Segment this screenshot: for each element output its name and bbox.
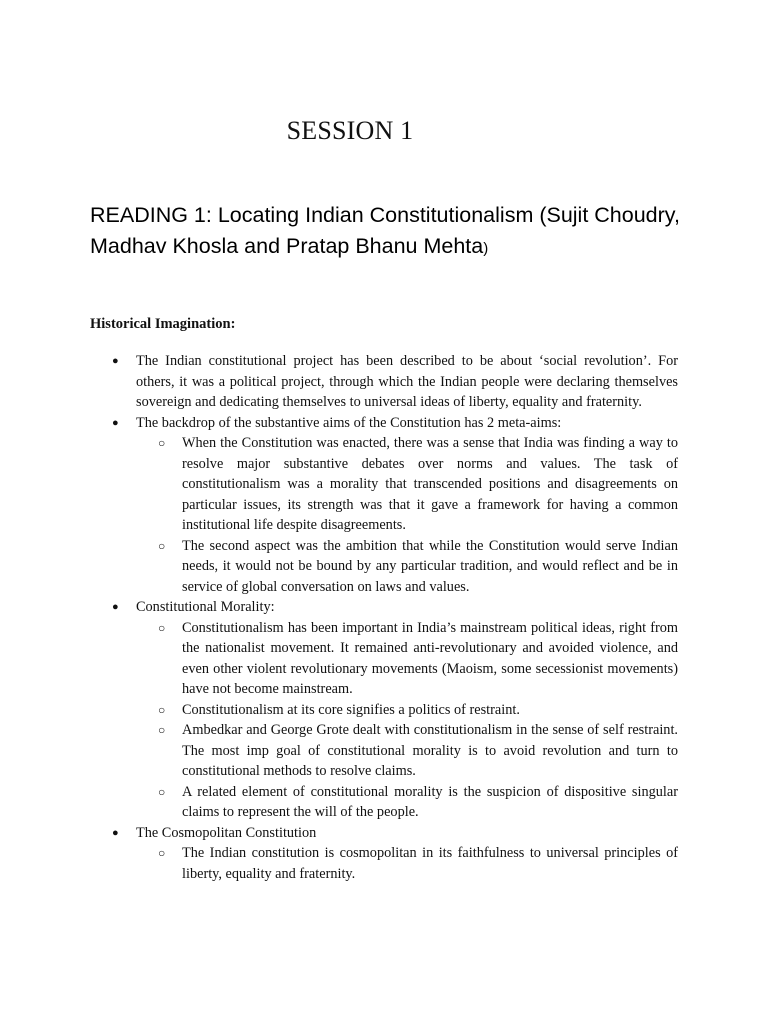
sub-list-item — [136, 700, 678, 721]
circle-bullet-icon: ○ — [158, 620, 166, 635]
sub-list-item-text: Constitutionalism at its core signifies a politics of restraint. — [182, 701, 520, 718]
list-item — [90, 413, 678, 598]
bullet-icon: ● — [112, 601, 119, 613]
bullet-icon: ● — [112, 416, 119, 429]
reading-title-text: READING 1: Locating Indian Constitutionalism (Sujit Choudry, Madhav Khosla and Pratap Bhanu Mehta — [90, 203, 680, 258]
section-heading: Historical Imagination: — [90, 316, 236, 332]
list-item — [90, 597, 678, 823]
sub-list-item — [136, 536, 678, 598]
sub-list-item-text: The second aspect was the ambition that while the Constitution would serve Indian needs, it would not be bound by any particular tradition, and would reflect and be in service of global conversation on laws and values. — [182, 537, 678, 595]
bullet-list — [90, 351, 678, 884]
circle-bullet-icon: ○ — [158, 723, 166, 737]
circle-bullet-icon: ○ — [158, 538, 166, 553]
circle-bullet-icon: ○ — [158, 702, 166, 717]
sub-list-item-text: Constitutionalism has been important in India’s mainstream political ideas, right from the nationalist movement. It remained anti-revolutionary and avoided violence, and even other violent revolutionary movements (Maoism, some secessionist movements) have not become mainstream. — [182, 619, 678, 697]
reading-title-close: ) — [483, 240, 489, 257]
sub-list-item — [136, 720, 678, 782]
list-item — [90, 823, 678, 885]
list-item-text: The Cosmopolitan Constitution — [136, 824, 317, 841]
sub-list-item-text: The Indian constitution is cosmopolitan in its faithfulness to universal principles of liberty, equality and fraternity. — [182, 845, 678, 882]
sub-list-item-text: Ambedkar and George Grote dealt with constitutionalism in the sense of self restraint. The most imp goal of constitutional morality is to avoid revolution and turn to constitutional methods to resolve claims. — [182, 722, 678, 779]
circle-bullet-icon: ○ — [158, 846, 166, 860]
session-title: SESSION 1 — [286, 116, 414, 145]
list-item-text: The Indian constitutional project has been described to be about ‘social revolution’. For others, it was a political project, through which the Indian people were declaring themselves sovereign and dedicating themselves to universal ideas of liberty, equality and fraternity. — [136, 353, 678, 410]
list-item-text: Constitutional Morality: — [136, 599, 275, 615]
sub-list — [136, 618, 678, 823]
reading-title — [90, 200, 700, 264]
sub-list — [136, 433, 678, 597]
sub-list-item-text: A related element of constitutional morality is the suspicion of dispositive singular claims to represent the will of the people. — [182, 783, 678, 820]
sub-list-item — [136, 782, 678, 823]
circle-bullet-icon: ○ — [158, 784, 166, 799]
sub-list-item — [136, 618, 678, 700]
list-item-text: The backdrop of the substantive aims of the Constitution has 2 meta-aims: — [136, 414, 562, 431]
items-list — [90, 351, 678, 884]
sub-list-item-text: When the Constitution was enacted, there was a sense that India was finding a way to resolve major substantive debates over norms and values. The task of constitutionalism was a morality that transcended positions and disagreements on particular issues, its strength was that it gave a framework for having a common institutional life despite disagreements. — [182, 435, 678, 533]
bullet-icon: ● — [112, 826, 119, 839]
sub-list-item — [136, 433, 678, 536]
sub-list — [136, 843, 678, 884]
circle-bullet-icon: ○ — [158, 436, 166, 450]
sub-list-item — [136, 843, 678, 884]
bullet-icon: ● — [112, 355, 119, 367]
list-item — [90, 351, 678, 413]
